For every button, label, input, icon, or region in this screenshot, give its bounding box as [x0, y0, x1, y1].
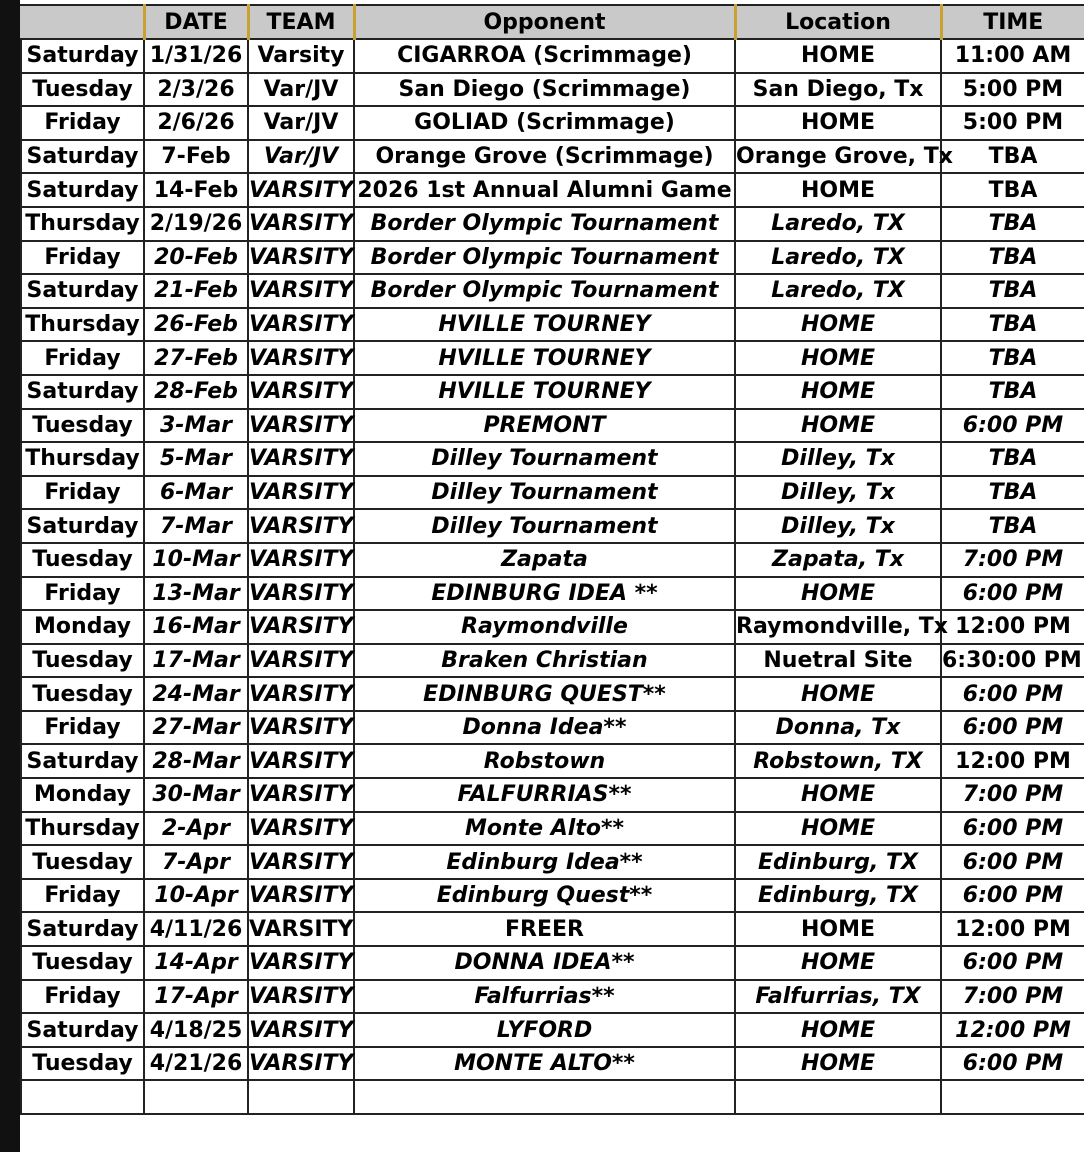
- cell-team: Var/JV: [248, 106, 354, 140]
- cell-time: TBA: [941, 375, 1084, 409]
- table-row: [21, 812, 1084, 846]
- cell-team: VARSITY: [248, 912, 354, 946]
- cell-location: Dilley, Tx: [735, 476, 941, 510]
- table-row: [21, 341, 1084, 375]
- column-header-day: [21, 5, 144, 39]
- cell-date: 28-Feb: [144, 375, 248, 409]
- cell-location: HOME: [735, 677, 941, 711]
- cell-day: Friday: [21, 476, 144, 510]
- cell-opponent: HVILLE TOURNEY: [354, 375, 735, 409]
- cell-date: 1/31/26: [144, 39, 248, 73]
- table-row: [21, 509, 1084, 543]
- cell-team: VARSITY: [248, 409, 354, 443]
- cell-location: Raymondville, Tx: [735, 610, 941, 644]
- cell-location: Laredo, TX: [735, 241, 941, 275]
- cell-opponent: Border Olympic Tournament: [354, 274, 735, 308]
- cell-date: 2/6/26: [144, 106, 248, 140]
- cell-team: VARSITY: [248, 274, 354, 308]
- cell-date: 7-Feb: [144, 140, 248, 174]
- cell-day: Tuesday: [21, 946, 144, 980]
- cell-opponent: Border Olympic Tournament: [354, 241, 735, 275]
- cell-team: VARSITY: [248, 677, 354, 711]
- table-row: [21, 610, 1084, 644]
- table-row: [21, 476, 1084, 510]
- cell-date: 2/19/26: [144, 207, 248, 241]
- cell-time: 7:00 PM: [941, 543, 1084, 577]
- cell-opponent: Dilley Tournament: [354, 476, 735, 510]
- table-row: [21, 106, 1084, 140]
- table-row: [21, 543, 1084, 577]
- cell-team: VARSITY: [248, 173, 354, 207]
- table-row: [21, 1013, 1084, 1047]
- column-header-opponent: Opponent: [354, 5, 735, 39]
- cell-team: VARSITY: [248, 207, 354, 241]
- cell-cutoff: [21, 1080, 144, 1114]
- cell-day: Friday: [21, 577, 144, 611]
- cell-date: 7-Apr: [144, 845, 248, 879]
- cell-location: Zapata, Tx: [735, 543, 941, 577]
- cell-team: VARSITY: [248, 610, 354, 644]
- cell-time: TBA: [941, 241, 1084, 275]
- cell-time: 6:30:00 PM: [941, 644, 1084, 678]
- cell-opponent: Zapata: [354, 543, 735, 577]
- cell-opponent: Monte Alto**: [354, 812, 735, 846]
- cell-team: VARSITY: [248, 711, 354, 745]
- cell-time: 6:00 PM: [941, 711, 1084, 745]
- cell-opponent: Dilley Tournament: [354, 509, 735, 543]
- cell-date: 3-Mar: [144, 409, 248, 443]
- cell-location: HOME: [735, 577, 941, 611]
- cell-date: 24-Mar: [144, 677, 248, 711]
- cell-day: Tuesday: [21, 543, 144, 577]
- cell-opponent: CIGARROA (Scrimmage): [354, 39, 735, 73]
- cell-time: TBA: [941, 207, 1084, 241]
- cell-day: Friday: [21, 711, 144, 745]
- cell-location: HOME: [735, 308, 941, 342]
- cell-day: Friday: [21, 879, 144, 913]
- cell-day: Thursday: [21, 442, 144, 476]
- cell-time: TBA: [941, 509, 1084, 543]
- cell-date: 2/3/26: [144, 73, 248, 107]
- cell-team: VARSITY: [248, 879, 354, 913]
- table-row: [21, 744, 1084, 778]
- left-dark-edge: [0, 0, 20, 1152]
- cell-location: HOME: [735, 39, 941, 73]
- cell-location: HOME: [735, 946, 941, 980]
- table-row: [21, 241, 1084, 275]
- cell-day: Tuesday: [21, 409, 144, 443]
- cell-day: Saturday: [21, 509, 144, 543]
- cell-team: VARSITY: [248, 744, 354, 778]
- cell-day: Tuesday: [21, 644, 144, 678]
- cell-location: Dilley, Tx: [735, 442, 941, 476]
- cell-opponent: Edinburg Quest**: [354, 879, 735, 913]
- cell-time: 6:00 PM: [941, 1047, 1084, 1081]
- table-row: [21, 409, 1084, 443]
- cell-date: 14-Feb: [144, 173, 248, 207]
- cell-date: 2-Apr: [144, 812, 248, 846]
- cell-day: Saturday: [21, 375, 144, 409]
- cell-opponent: FREER: [354, 912, 735, 946]
- cell-date: 4/11/26: [144, 912, 248, 946]
- cell-day: Monday: [21, 778, 144, 812]
- cell-day: Saturday: [21, 173, 144, 207]
- cell-cutoff: [144, 1080, 248, 1114]
- header-row: [21, 5, 1084, 39]
- cell-location: HOME: [735, 375, 941, 409]
- cell-time: 12:00 PM: [941, 1013, 1084, 1047]
- cell-opponent: PREMONT: [354, 409, 735, 443]
- cell-date: 6-Mar: [144, 476, 248, 510]
- cell-opponent: EDINBURG QUEST**: [354, 677, 735, 711]
- cell-day: Saturday: [21, 39, 144, 73]
- cell-day: Monday: [21, 610, 144, 644]
- cell-time: TBA: [941, 308, 1084, 342]
- cell-team: VARSITY: [248, 341, 354, 375]
- cell-team: Varsity: [248, 39, 354, 73]
- cell-time: TBA: [941, 173, 1084, 207]
- cell-location: Edinburg, TX: [735, 879, 941, 913]
- table-row: [21, 73, 1084, 107]
- cell-time: 5:00 PM: [941, 106, 1084, 140]
- table-row: [21, 845, 1084, 879]
- cell-opponent: GOLIAD (Scrimmage): [354, 106, 735, 140]
- cell-opponent: MONTE ALTO**: [354, 1047, 735, 1081]
- cell-day: Saturday: [21, 140, 144, 174]
- cell-team: VARSITY: [248, 812, 354, 846]
- cell-day: Friday: [21, 241, 144, 275]
- cell-team: VARSITY: [248, 375, 354, 409]
- cell-day: Saturday: [21, 274, 144, 308]
- cell-date: 27-Mar: [144, 711, 248, 745]
- cell-team: VARSITY: [248, 1013, 354, 1047]
- cell-team: VARSITY: [248, 442, 354, 476]
- cell-opponent: Border Olympic Tournament: [354, 207, 735, 241]
- table-row: [21, 173, 1084, 207]
- cell-day: Saturday: [21, 1013, 144, 1047]
- cell-opponent: EDINBURG IDEA **: [354, 577, 735, 611]
- cell-location: Nuetral Site: [735, 644, 941, 678]
- cell-date: 17-Mar: [144, 644, 248, 678]
- cell-date: 13-Mar: [144, 577, 248, 611]
- cell-location: Dilley, Tx: [735, 509, 941, 543]
- cell-location: HOME: [735, 341, 941, 375]
- cell-team: VARSITY: [248, 241, 354, 275]
- cell-location: Donna, Tx: [735, 711, 941, 745]
- cell-opponent: HVILLE TOURNEY: [354, 308, 735, 342]
- cell-time: 7:00 PM: [941, 980, 1084, 1014]
- cell-day: Thursday: [21, 812, 144, 846]
- cell-team: Var/JV: [248, 140, 354, 174]
- cell-location: HOME: [735, 1013, 941, 1047]
- cell-opponent: LYFORD: [354, 1013, 735, 1047]
- cell-day: Saturday: [21, 744, 144, 778]
- cell-opponent: 2026 1st Annual Alumni Game: [354, 173, 735, 207]
- cell-time: 5:00 PM: [941, 73, 1084, 107]
- cell-time: TBA: [941, 140, 1084, 174]
- cell-location: HOME: [735, 106, 941, 140]
- cell-opponent: Falfurrias**: [354, 980, 735, 1014]
- cell-time: 12:00 PM: [941, 912, 1084, 946]
- cell-date: 28-Mar: [144, 744, 248, 778]
- cell-opponent: Orange Grove (Scrimmage): [354, 140, 735, 174]
- cell-opponent: FALFURRIAS**: [354, 778, 735, 812]
- cell-time: TBA: [941, 442, 1084, 476]
- cell-day: Thursday: [21, 207, 144, 241]
- cell-day: Tuesday: [21, 1047, 144, 1081]
- cell-location: San Diego, Tx: [735, 73, 941, 107]
- schedule-body: [21, 39, 1084, 1114]
- cell-time: 11:00 AM: [941, 39, 1084, 73]
- cell-location: Falfurrias, TX: [735, 980, 941, 1014]
- cell-opponent: DONNA IDEA**: [354, 946, 735, 980]
- table-row: [21, 375, 1084, 409]
- cell-date: 17-Apr: [144, 980, 248, 1014]
- cell-location: HOME: [735, 778, 941, 812]
- cell-team: VARSITY: [248, 509, 354, 543]
- cell-time: 6:00 PM: [941, 577, 1084, 611]
- column-header-date: DATE: [144, 5, 248, 39]
- cell-date: 30-Mar: [144, 778, 248, 812]
- cell-team: VARSITY: [248, 308, 354, 342]
- cell-location: HOME: [735, 1047, 941, 1081]
- cell-location: Edinburg, TX: [735, 845, 941, 879]
- cell-time: 6:00 PM: [941, 879, 1084, 913]
- cell-cutoff: [735, 1080, 941, 1114]
- table-row: [21, 677, 1084, 711]
- cell-location: HOME: [735, 912, 941, 946]
- cell-date: 21-Feb: [144, 274, 248, 308]
- column-header-time: TIME: [941, 5, 1084, 39]
- cell-team: VARSITY: [248, 980, 354, 1014]
- cell-date: 5-Mar: [144, 442, 248, 476]
- table-row: [21, 1047, 1084, 1081]
- cell-time: 6:00 PM: [941, 946, 1084, 980]
- table-row: [21, 308, 1084, 342]
- table-row: [21, 644, 1084, 678]
- cell-day: Friday: [21, 341, 144, 375]
- cell-opponent: HVILLE TOURNEY: [354, 341, 735, 375]
- table-row: [21, 140, 1084, 174]
- cell-location: HOME: [735, 173, 941, 207]
- cell-team: Var/JV: [248, 73, 354, 107]
- cell-opponent: San Diego (Scrimmage): [354, 73, 735, 107]
- cell-location: Laredo, TX: [735, 207, 941, 241]
- cell-time: 6:00 PM: [941, 677, 1084, 711]
- table-row: [21, 879, 1084, 913]
- table-row: [21, 39, 1084, 73]
- table-row: [21, 980, 1084, 1014]
- cell-opponent: Edinburg Idea**: [354, 845, 735, 879]
- cell-cutoff: [354, 1080, 735, 1114]
- cell-day: Tuesday: [21, 73, 144, 107]
- cell-time: 6:00 PM: [941, 812, 1084, 846]
- table-row: [21, 711, 1084, 745]
- table-row-cutoff: [21, 1080, 1084, 1114]
- cell-day: Friday: [21, 980, 144, 1014]
- cell-day: Thursday: [21, 308, 144, 342]
- cell-date: 10-Mar: [144, 543, 248, 577]
- cell-time: TBA: [941, 341, 1084, 375]
- column-header-location: Location: [735, 5, 941, 39]
- cell-date: 26-Feb: [144, 308, 248, 342]
- cell-team: VARSITY: [248, 644, 354, 678]
- cell-location: HOME: [735, 409, 941, 443]
- cell-date: 4/18/25: [144, 1013, 248, 1047]
- cell-date: 10-Apr: [144, 879, 248, 913]
- cell-cutoff: [941, 1080, 1084, 1114]
- cell-team: VARSITY: [248, 845, 354, 879]
- table-row: [21, 577, 1084, 611]
- cell-location: Laredo, TX: [735, 274, 941, 308]
- table-row: [21, 912, 1084, 946]
- cell-team: VARSITY: [248, 543, 354, 577]
- cell-opponent: Dilley Tournament: [354, 442, 735, 476]
- cell-time: TBA: [941, 476, 1084, 510]
- table-row: [21, 778, 1084, 812]
- cell-date: 4/21/26: [144, 1047, 248, 1081]
- column-header-team: TEAM: [248, 5, 354, 39]
- table-row: [21, 946, 1084, 980]
- cell-opponent: Robstown: [354, 744, 735, 778]
- cell-day: Friday: [21, 106, 144, 140]
- cell-day: Tuesday: [21, 677, 144, 711]
- cell-location: Robstown, TX: [735, 744, 941, 778]
- cell-opponent: Raymondville: [354, 610, 735, 644]
- cell-date: 27-Feb: [144, 341, 248, 375]
- cell-date: 7-Mar: [144, 509, 248, 543]
- cell-day: Tuesday: [21, 845, 144, 879]
- schedule-table: [20, 4, 1084, 1115]
- cell-team: VARSITY: [248, 1047, 354, 1081]
- cell-date: 14-Apr: [144, 946, 248, 980]
- cell-time: 12:00 PM: [941, 610, 1084, 644]
- table-row: [21, 274, 1084, 308]
- cell-team: VARSITY: [248, 476, 354, 510]
- table-row: [21, 207, 1084, 241]
- table-row: [21, 442, 1084, 476]
- cell-time: 12:00 PM: [941, 744, 1084, 778]
- cell-date: 20-Feb: [144, 241, 248, 275]
- cell-team: VARSITY: [248, 577, 354, 611]
- cell-time: 6:00 PM: [941, 845, 1084, 879]
- cell-time: TBA: [941, 274, 1084, 308]
- cell-opponent: Braken Christian: [354, 644, 735, 678]
- cell-time: 7:00 PM: [941, 778, 1084, 812]
- cell-team: VARSITY: [248, 946, 354, 980]
- cell-opponent: Donna Idea**: [354, 711, 735, 745]
- cell-date: 16-Mar: [144, 610, 248, 644]
- cell-time: 6:00 PM: [941, 409, 1084, 443]
- cell-day: Saturday: [21, 912, 144, 946]
- cell-cutoff: [248, 1080, 354, 1114]
- cell-team: VARSITY: [248, 778, 354, 812]
- cell-location: Orange Grove, Tx: [735, 140, 941, 174]
- cell-location: HOME: [735, 812, 941, 846]
